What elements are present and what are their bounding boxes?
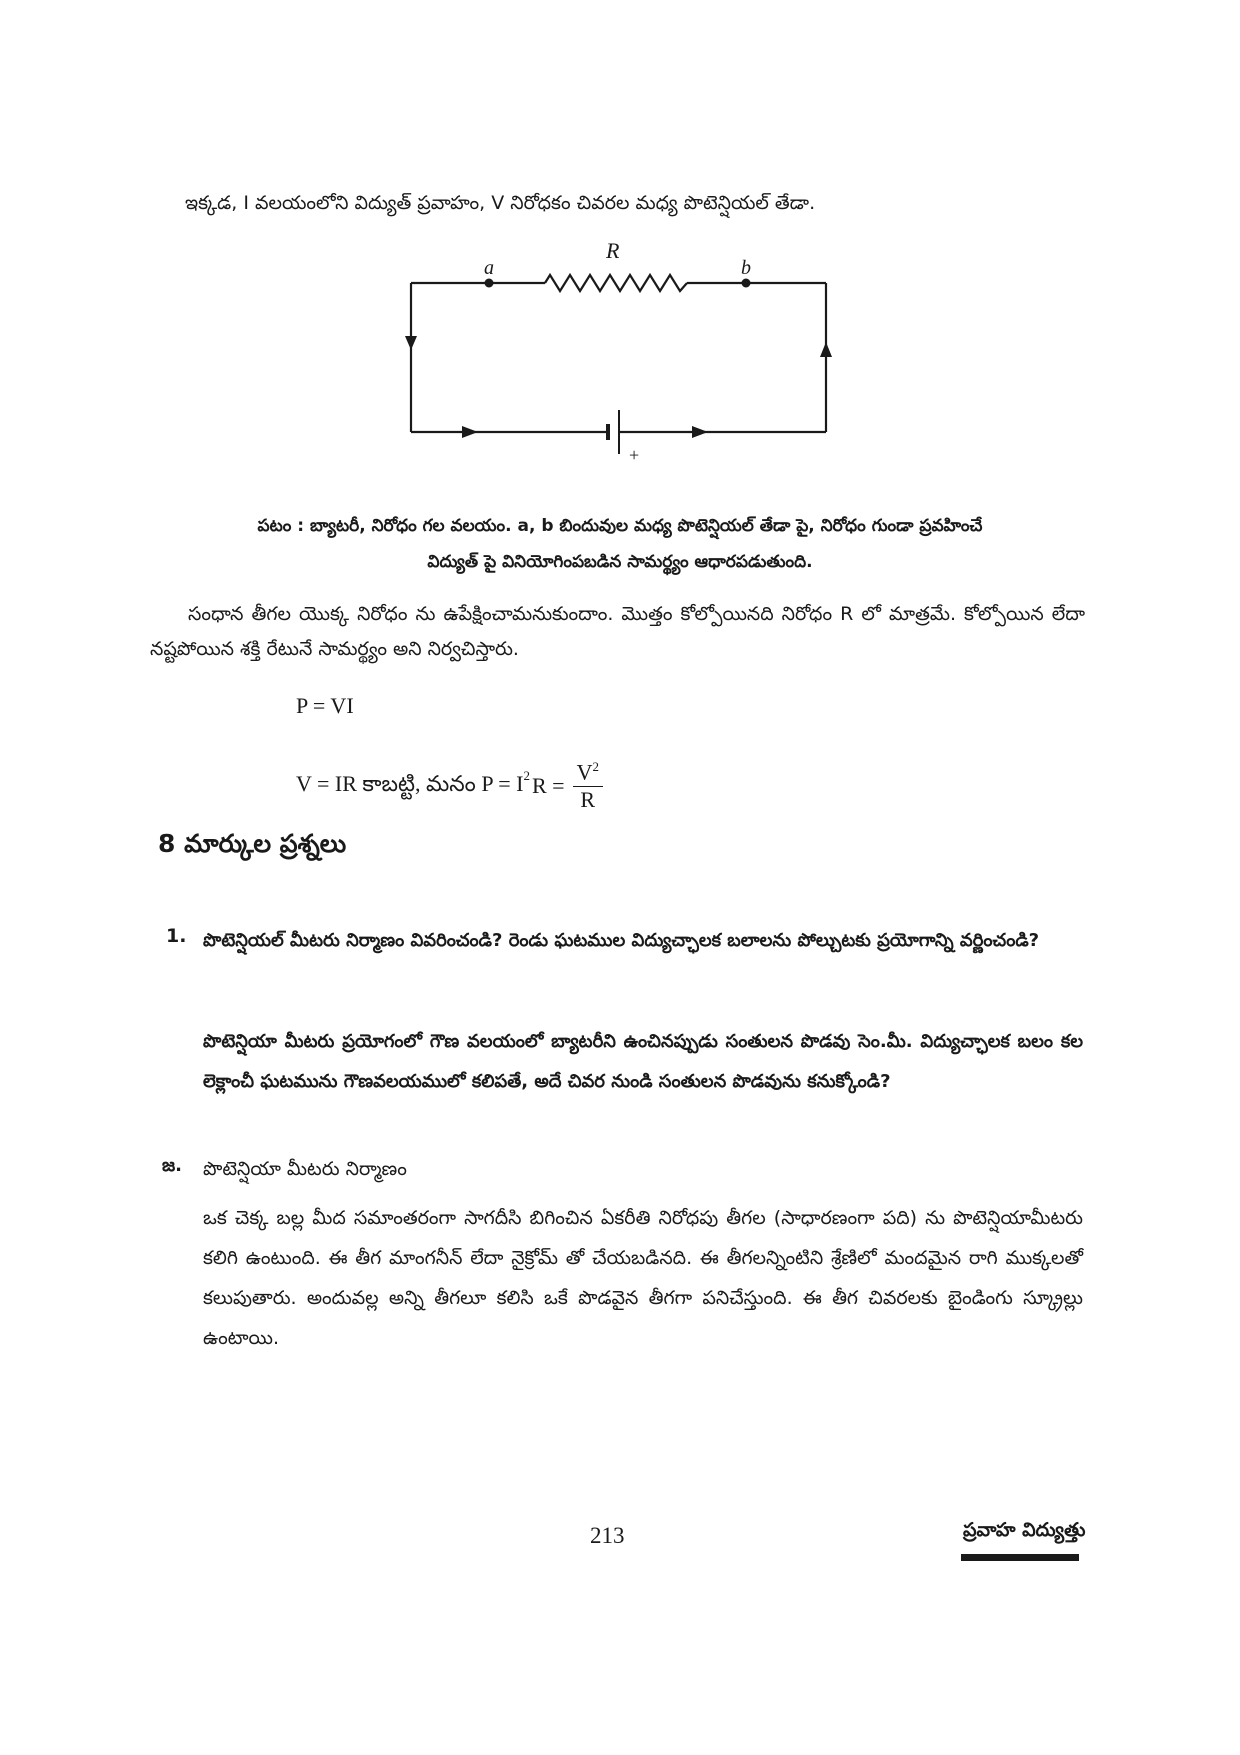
resistor <box>545 275 687 291</box>
chapter-name: ప్రవాహ విద్యుత్తు <box>963 1519 1086 1541</box>
formula-mid: R = <box>531 773 565 798</box>
formula-p-vi: P = VI <box>296 693 354 718</box>
arrow-bottom-left-icon <box>462 426 478 438</box>
fraction-numerator: $V^2$ <box>573 759 603 786</box>
battery-plus-label: + <box>629 445 640 465</box>
point-a-dot <box>485 279 494 288</box>
formula-sup: 2 <box>523 768 530 783</box>
answer-label: జ. <box>162 1155 182 1176</box>
question-text: పొటెన్షియల్ మీటరు నిర్మాణం వివరించండి? రెండు ఘటముల విద్యుచ్ఛాలక బలాలను పోల్చుటకు ప్రయోగాన్ని వర్ణించండి? <box>203 930 1040 951</box>
section-title: 8 మార్కుల ప్రశ్నలు <box>158 829 347 858</box>
circuit-diagram <box>400 240 850 465</box>
intro-line: ఇక్కడ, I వలయంలోని విద్యుత్ ప్రవాహం, V నిరోధకం చివరల మధ్య పొటెన్షియల్ తేడా. <box>185 192 816 214</box>
caption-line-1: పటం : బ్యాటరీ, నిరోధం గల వలయం. a, b బిందువుల మధ్య పొటెన్షియల్ తేడా పై, నిరోధం గుండా ప్రవహించే <box>257 516 983 536</box>
fraction <box>573 759 603 812</box>
caption-line-2: విద్యుత్ పై వినియోగింపబడిన సామర్థ్యం ఆధారపడుతుంది. <box>427 552 813 572</box>
point-b-dot <box>742 279 751 288</box>
question-subtext: పొటెన్షియా మీటరు ప్రయోగంలో గౌణ వలయంలో బ్యాటరీని ఉంచినప్పుడు సంతులన పొడవు సెం.మీ. విద్యుచ్ఛాలక బలం కల లెక్లాంచీ ఘటమును గౌణవలయములో కలిపతే, అదే చివర నుండి సంతులన పొడవును కనుక్కోండి? <box>203 1031 1083 1092</box>
arrow-left-down-icon <box>405 336 417 350</box>
arrow-right-up-icon <box>820 342 832 357</box>
point-b-label: b <box>741 257 751 279</box>
formula-prefix: V = IR కాబట్టి, మనం P = I <box>296 770 524 796</box>
arrow-bottom-right-icon <box>692 426 708 438</box>
figure-caption <box>170 508 1070 580</box>
question-number: 1. <box>166 925 187 947</box>
resistor-label: R <box>606 240 620 263</box>
page-number: 213 <box>590 1523 625 1548</box>
fraction-denominator: R <box>580 786 596 812</box>
answer-text: ఒక చెక్క బల్ల మీద సమాంతరంగా సాగదీసి బిగించిన ఏకరీతి నిరోధపు తీగల (సాధారణంగా పది) ను పొటెన్షియామీటరు కలిగి ఉంటుంది. ఈ తీగ మాంగనీన్ లేదా నైక్రోమ్ తో చేయబడినది. ఈ తీగలన్నింటిని శ్రేణిలో మందమైన రాగి ముక్కలతో కలుపుతారు. అందువల్ల అన్ని తీగలూ కలిసి ఒకే పొడవైన తీగగా పనిచేస్తుంది. ఈ తీగ చివరలకు బైండింగు స్క్రూల్లు ఉంటాయి. <box>203 1207 1083 1349</box>
formula-power-derivation <box>296 750 603 822</box>
paragraph-power: సంధాన తీగల యొక్క నిరోధం ను ఉపేక్షించామనుకుందాం. మొత్తం కోల్పోయినది నిరోధం R లో మాత్రమే. కోల్పోయిన లేదా నష్టపోయిన శక్తి రేటునే సామర్థ్యం అని నిర్వచిస్తారు. <box>150 603 1085 660</box>
footer-rule <box>961 1554 1079 1561</box>
point-a-label: a <box>484 257 494 279</box>
answer-heading: పొటెన్షియా మీటరు నిర్మాణం <box>203 1158 407 1180</box>
